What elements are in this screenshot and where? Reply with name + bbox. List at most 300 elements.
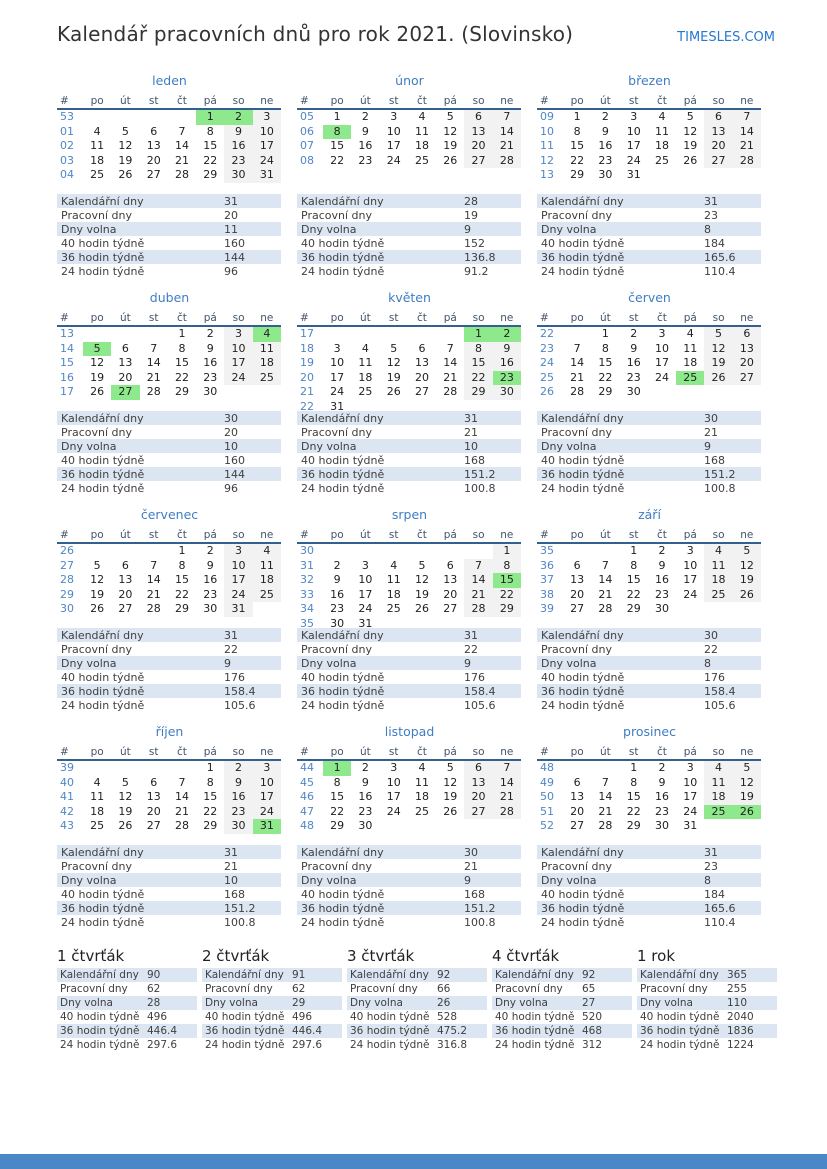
day-cell: 11 — [414, 775, 429, 789]
week-row — [297, 559, 521, 574]
day-cell: 30 — [493, 385, 521, 400]
week-col-header: # — [57, 310, 83, 326]
day-cell: 22 — [493, 588, 521, 603]
day-cell: 19 — [733, 573, 761, 588]
day-header: st — [140, 93, 168, 109]
week-number: 51 — [540, 804, 554, 818]
day-header: po — [83, 527, 111, 543]
stat-value: 100.8 — [464, 481, 496, 495]
day-cell: 10 — [330, 356, 345, 369]
day-cell: 21 — [146, 587, 161, 601]
day-header: st — [140, 527, 168, 543]
stat-label: Pracovní dny — [541, 208, 612, 222]
day-cell: 29 — [203, 819, 218, 832]
month-title: listopad — [384, 724, 435, 739]
day-cell: 9 — [630, 341, 638, 355]
week-row — [297, 760, 521, 776]
stat-value: 8 — [704, 873, 711, 887]
stat-row — [57, 670, 281, 684]
stat-row — [537, 236, 761, 250]
day-cell: 14 — [598, 790, 613, 803]
stat-row — [57, 901, 281, 915]
week-number: 07 — [300, 139, 314, 152]
day-cell — [733, 602, 761, 617]
stat-row — [297, 901, 521, 915]
week-row — [57, 326, 281, 342]
stat-value: 160 — [224, 453, 245, 467]
day-header: čt — [408, 744, 436, 760]
holiday-day-cell: 26 — [733, 805, 761, 820]
month-stats-table — [297, 411, 521, 495]
day-cell: 24 — [386, 804, 401, 818]
day-cell: 21 — [464, 588, 492, 603]
day-cell: 5 — [418, 558, 426, 572]
week-row — [297, 819, 521, 834]
day-cell: 7 — [178, 775, 186, 789]
stat-row — [537, 901, 761, 915]
day-header: so — [704, 527, 732, 543]
stat-label: Pracovní dny — [205, 983, 273, 995]
day-header: pá — [196, 93, 224, 109]
stat-value: 29 — [292, 997, 306, 1009]
summaries-row — [57, 946, 775, 1052]
stat-row — [297, 670, 521, 684]
stat-value: 312 — [582, 1039, 603, 1051]
week-number: 38 — [540, 587, 554, 601]
day-cell: 3 — [390, 761, 398, 774]
stat-row — [637, 1010, 777, 1024]
day-cell: 16 — [224, 790, 252, 805]
day-cell: 12 — [443, 775, 458, 789]
day-header: út — [351, 744, 379, 760]
day-header: čt — [168, 310, 196, 326]
week-number: 17 — [300, 327, 314, 340]
week-row — [297, 790, 521, 805]
week-row — [297, 342, 521, 357]
week-row — [537, 125, 761, 140]
week-number: 26 — [60, 544, 74, 557]
day-cell: 17 — [683, 790, 698, 803]
stat-value: 100.8 — [704, 481, 736, 495]
stat-row — [347, 1024, 487, 1038]
week-number: 22 — [300, 399, 314, 413]
stat-row — [537, 656, 761, 670]
day-cell — [704, 602, 732, 617]
holiday-day-cell: 1 — [196, 109, 224, 125]
week-row — [57, 559, 281, 574]
day-cell: 17 — [224, 573, 252, 588]
day-cell: 29 — [570, 168, 585, 181]
day-cell: 11 — [386, 573, 401, 586]
day-cell: 27 — [704, 154, 732, 169]
stat-value: 151.2 — [704, 467, 736, 481]
stat-value: 10 — [464, 439, 478, 453]
day-cell: 12 — [733, 776, 761, 791]
summary-block — [202, 946, 342, 1052]
day-cell: 1 — [630, 544, 638, 557]
month-stats-table — [537, 628, 761, 712]
day-cell — [408, 326, 436, 342]
day-header: ne — [733, 527, 761, 543]
day-header: st — [380, 527, 408, 543]
stat-value: 8 — [704, 222, 711, 236]
month-block — [537, 73, 762, 290]
summary-title: 3 čtvrťák — [347, 947, 415, 965]
week-number: 05 — [300, 110, 314, 123]
stat-row — [537, 845, 761, 859]
week-number: 08 — [300, 153, 314, 167]
day-cell: 3 — [333, 341, 341, 355]
month-block — [57, 290, 282, 507]
week-number: 39 — [540, 602, 554, 615]
stat-row — [537, 467, 761, 481]
stat-row — [537, 873, 761, 887]
day-cell: 15 — [626, 573, 641, 586]
day-cell: 1 — [573, 110, 581, 123]
day-cell: 10 — [253, 125, 281, 140]
calendar-header-row — [57, 744, 281, 760]
stat-value: 91.2 — [464, 264, 489, 278]
day-cell: 25 — [253, 371, 281, 386]
day-cell — [676, 602, 704, 617]
month-stats-table — [537, 194, 761, 278]
day-cell: 2 — [224, 760, 252, 776]
day-cell: 20 — [464, 139, 492, 154]
day-cell: 4 — [418, 761, 426, 774]
stat-label: 36 hodin týdně — [541, 250, 625, 264]
stat-row — [202, 982, 342, 996]
stat-label: 24 hodin týdně — [350, 1039, 430, 1051]
day-cell: 28 — [570, 385, 585, 398]
week-col-header: # — [297, 93, 323, 109]
stat-value: 90 — [147, 969, 161, 981]
stat-value: 22 — [464, 642, 478, 656]
day-cell: 26 — [733, 588, 761, 603]
day-cell — [140, 326, 168, 342]
stat-label: 36 hodin týdně — [640, 1025, 720, 1037]
week-row — [297, 588, 521, 603]
stat-row — [297, 642, 521, 656]
calendar-header-row — [297, 93, 521, 109]
day-cell: 6 — [704, 109, 732, 125]
calendar-header-row — [297, 310, 521, 326]
stat-value: 105.6 — [704, 698, 736, 712]
day-cell — [733, 385, 761, 400]
day-cell: 23 — [203, 370, 218, 384]
stat-label: 40 hodin týdně — [350, 1011, 430, 1023]
week-row — [537, 342, 761, 357]
day-cell: 12 — [386, 356, 401, 369]
summary-block — [57, 946, 197, 1052]
stat-row — [57, 845, 281, 859]
holiday-day-cell: 15 — [493, 573, 521, 588]
week-row — [297, 139, 521, 154]
day-cell: 5 — [446, 110, 454, 123]
stat-value: 110.4 — [704, 264, 736, 278]
month-block — [537, 724, 762, 941]
stat-row — [57, 236, 281, 250]
day-header: ne — [733, 310, 761, 326]
day-cell: 7 — [601, 775, 609, 789]
week-number: 06 — [300, 124, 314, 138]
day-cell: 12 — [704, 342, 732, 357]
month-stats-table — [537, 845, 761, 929]
stat-row — [297, 887, 521, 901]
week-row — [297, 154, 521, 169]
week-number: 10 — [540, 124, 554, 138]
day-cell: 21 — [443, 370, 458, 384]
stat-value: 91 — [292, 969, 306, 981]
day-cell: 26 — [90, 385, 105, 398]
day-cell: 18 — [683, 356, 698, 369]
day-cell: 26 — [118, 819, 133, 832]
stat-label: Pracovní dny — [301, 425, 372, 439]
day-header: st — [140, 310, 168, 326]
day-cell: 26 — [443, 804, 458, 818]
week-number: 03 — [60, 153, 74, 167]
stat-label: 24 hodin týdně — [61, 698, 145, 712]
stat-label: 40 hodin týdně — [301, 670, 385, 684]
week-col-header: # — [537, 310, 563, 326]
week-number: 14 — [60, 341, 74, 355]
stat-label: Pracovní dny — [301, 859, 372, 873]
stat-label: Pracovní dny — [541, 425, 612, 439]
calendar-header-row — [297, 744, 521, 760]
week-col-header: # — [57, 744, 83, 760]
month-title: květen — [388, 290, 431, 305]
day-cell: 18 — [414, 139, 429, 152]
day-cell — [224, 385, 252, 400]
day-header: ne — [733, 744, 761, 760]
day-cell: 26 — [90, 602, 105, 615]
day-cell: 28 — [443, 385, 458, 398]
month-block — [537, 507, 762, 724]
week-number: 13 — [540, 168, 554, 181]
day-cell — [704, 819, 732, 834]
stat-label: 36 hodin týdně — [61, 467, 145, 481]
day-cell: 10 — [358, 573, 373, 586]
stat-label: 24 hodin týdně — [640, 1039, 720, 1051]
day-cell: 19 — [683, 139, 698, 152]
stat-row — [297, 236, 521, 250]
day-cell: 18 — [253, 356, 281, 371]
week-number: 48 — [540, 761, 554, 774]
day-cell: 11 — [654, 124, 669, 138]
week-row — [57, 602, 281, 617]
day-cell: 13 — [146, 790, 161, 803]
summary-stats-table — [492, 968, 632, 1052]
day-cell: 13 — [570, 573, 585, 586]
day-cell — [563, 326, 591, 342]
day-cell: 3 — [253, 760, 281, 776]
day-cell — [83, 760, 111, 776]
stat-label: Pracovní dny — [61, 642, 132, 656]
site-link[interactable]: TIMESLES.COM — [677, 30, 775, 45]
stat-value: 255 — [727, 983, 748, 995]
day-cell: 24 — [253, 154, 281, 169]
stat-row — [537, 670, 761, 684]
day-cell — [83, 326, 111, 342]
day-header: po — [323, 744, 351, 760]
week-row — [57, 790, 281, 805]
day-cell: 21 — [733, 139, 761, 154]
day-cell: 13 — [146, 139, 161, 152]
stat-value: 9 — [464, 873, 471, 887]
week-number: 45 — [300, 775, 314, 789]
day-cell: 19 — [118, 804, 133, 818]
stat-value: 8 — [704, 656, 711, 670]
day-cell: 19 — [414, 587, 429, 601]
day-cell: 8 — [178, 558, 186, 572]
stat-row — [537, 194, 761, 208]
week-number: 39 — [60, 761, 74, 774]
day-header: ne — [253, 93, 281, 109]
day-header: čt — [408, 527, 436, 543]
stat-value: 184 — [704, 236, 725, 250]
stat-row — [492, 1024, 632, 1038]
day-cell: 3 — [686, 761, 694, 774]
week-row — [297, 805, 521, 820]
week-number: 35 — [300, 616, 314, 630]
day-header: čt — [408, 310, 436, 326]
day-cell: 10 — [224, 559, 252, 574]
day-cell: 24 — [386, 153, 401, 167]
day-cell: 26 — [386, 385, 401, 398]
day-header: pá — [436, 527, 464, 543]
holiday-day-cell: 5 — [83, 342, 111, 357]
week-number: 28 — [60, 573, 74, 586]
week-number: 37 — [540, 573, 554, 586]
stat-row — [202, 1024, 342, 1038]
day-cell: 29 — [598, 385, 613, 398]
stat-value: 31 — [704, 845, 718, 859]
holiday-day-cell: 27 — [111, 385, 139, 400]
day-cell — [140, 760, 168, 776]
day-cell: 12 — [414, 573, 429, 586]
stat-row — [297, 873, 521, 887]
stat-value: 9 — [704, 439, 711, 453]
stat-label: Dny volna — [205, 997, 258, 1009]
month-title: únor — [395, 73, 424, 88]
day-cell: 31 — [330, 399, 345, 413]
day-header: pá — [196, 744, 224, 760]
day-cell: 22 — [330, 804, 345, 818]
week-row — [297, 125, 521, 140]
day-header: út — [351, 527, 379, 543]
day-cell: 20 — [146, 804, 161, 818]
day-cell: 28 — [146, 385, 161, 398]
day-cell: 15 — [626, 790, 641, 803]
week-row — [537, 356, 761, 371]
stat-label: Dny volna — [640, 997, 693, 1009]
week-row — [537, 602, 761, 617]
day-cell — [380, 543, 408, 559]
holiday-day-cell: 2 — [493, 326, 521, 342]
week-row — [537, 573, 761, 588]
stat-row — [297, 453, 521, 467]
day-cell: 6 — [733, 326, 761, 342]
day-cell: 7 — [464, 559, 492, 574]
stat-value: 10 — [224, 439, 238, 453]
day-cell: 16 — [358, 790, 373, 803]
day-cell: 21 — [493, 139, 521, 154]
day-cell: 4 — [418, 110, 426, 123]
week-row — [57, 385, 281, 400]
stat-label: Kalendářní dny — [541, 411, 624, 425]
day-cell: 18 — [90, 153, 105, 167]
day-cell: 26 — [118, 168, 133, 181]
stat-row — [347, 996, 487, 1010]
day-cell: 10 — [386, 124, 401, 138]
day-cell: 1 — [493, 543, 521, 559]
stat-label: Kalendářní dny — [301, 411, 384, 425]
day-cell: 9 — [601, 124, 609, 138]
day-cell: 10 — [683, 558, 698, 572]
day-cell — [648, 168, 676, 183]
day-header: po — [323, 527, 351, 543]
stat-value: 20 — [224, 425, 238, 439]
day-header: so — [704, 744, 732, 760]
stat-value: 168 — [704, 453, 725, 467]
week-row — [537, 168, 761, 183]
summary-block — [637, 946, 777, 1052]
stat-value: 20 — [224, 208, 238, 222]
stat-label: 40 hodin týdně — [541, 670, 625, 684]
day-header: po — [83, 744, 111, 760]
day-cell: 9 — [658, 558, 666, 572]
stat-label: Kalendářní dny — [301, 628, 384, 642]
month-title: září — [638, 507, 661, 522]
day-cell: 27 — [464, 805, 492, 820]
stat-value: 92 — [582, 969, 596, 981]
day-cell: 6 — [464, 109, 492, 125]
stat-value: 168 — [464, 887, 485, 901]
day-cell: 16 — [654, 790, 669, 803]
month-title: říjen — [155, 724, 184, 739]
stat-value: 92 — [437, 969, 451, 981]
day-cell — [436, 819, 464, 834]
day-header: so — [704, 310, 732, 326]
month-block — [537, 290, 762, 507]
day-cell: 17 — [654, 356, 669, 369]
week-number: 17 — [60, 385, 74, 398]
stat-row — [202, 1010, 342, 1024]
day-cell: 3 — [224, 326, 252, 342]
day-cell: 26 — [683, 153, 698, 167]
stat-label: 24 hodin týdně — [61, 264, 145, 278]
stat-label: Kalendářní dny — [61, 411, 144, 425]
stat-value: 65 — [582, 983, 596, 995]
day-cell: 8 — [206, 124, 214, 138]
week-number: 40 — [60, 775, 74, 789]
day-cell: 4 — [704, 760, 732, 776]
stat-row — [57, 887, 281, 901]
week-number: 21 — [300, 385, 314, 398]
stat-row — [57, 467, 281, 481]
week-row — [57, 154, 281, 169]
stat-label: Dny volna — [61, 439, 117, 453]
month-stats-table — [297, 194, 521, 278]
day-cell: 29 — [626, 819, 641, 832]
calendar-table — [297, 527, 521, 631]
stat-value: 160 — [224, 236, 245, 250]
day-cell — [168, 760, 196, 776]
day-cell: 20 — [443, 587, 458, 601]
stat-label: 24 hodin týdně — [60, 1039, 140, 1051]
day-header: pá — [196, 527, 224, 543]
holiday-day-cell: 23 — [493, 371, 521, 386]
day-header: st — [380, 310, 408, 326]
